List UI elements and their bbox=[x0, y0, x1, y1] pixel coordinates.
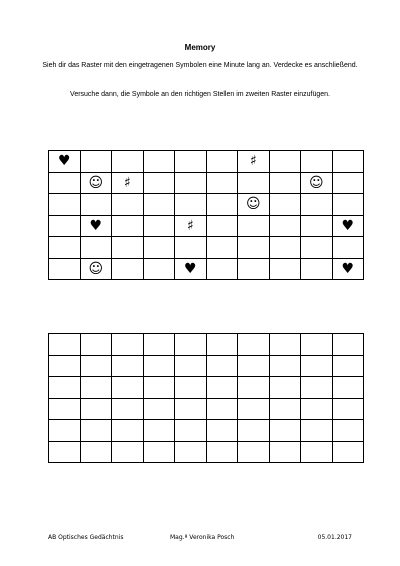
answer-grid-cell[interactable] bbox=[49, 334, 81, 356]
answer-grid-cell[interactable] bbox=[206, 420, 238, 442]
answer-grid-cell[interactable] bbox=[175, 420, 207, 442]
memory-grid-cell: ♥ bbox=[49, 151, 81, 173]
memory-grid-row bbox=[49, 215, 364, 237]
memory-grid-cell bbox=[206, 258, 238, 280]
answer-grid-cell[interactable] bbox=[332, 355, 364, 377]
memory-grid-cell bbox=[112, 258, 144, 280]
answer-grid-row bbox=[49, 420, 364, 442]
answer-grid-cell[interactable] bbox=[175, 355, 207, 377]
memory-grid-cell bbox=[206, 194, 238, 216]
answer-grid-cell[interactable] bbox=[206, 398, 238, 420]
memory-grid-cell bbox=[238, 237, 270, 259]
memory-grid-cell bbox=[49, 258, 81, 280]
answer-grid-row bbox=[49, 398, 364, 420]
memory-grid-cell bbox=[301, 215, 333, 237]
answer-grid-cell[interactable] bbox=[238, 334, 270, 356]
answer-grid-cell[interactable] bbox=[112, 398, 144, 420]
answer-grid-cell[interactable] bbox=[332, 334, 364, 356]
answer-grid-cell[interactable] bbox=[301, 377, 333, 399]
memory-grid-row bbox=[49, 151, 364, 173]
footer-worksheet-title: AB Optisches Gedächtnis bbox=[48, 534, 124, 541]
answer-grid-cell[interactable] bbox=[206, 377, 238, 399]
answer-grid-cell[interactable] bbox=[269, 398, 301, 420]
memory-grid-cell: ♥ bbox=[332, 215, 364, 237]
answer-grid-cell[interactable] bbox=[49, 355, 81, 377]
answer-grid-row bbox=[49, 441, 364, 463]
memory-grid-cell bbox=[332, 172, 364, 194]
memory-grid-cell bbox=[112, 151, 144, 173]
memory-grid-cell: ♥ bbox=[332, 258, 364, 280]
answer-grid-row bbox=[49, 334, 364, 356]
answer-grid-cell[interactable] bbox=[238, 355, 270, 377]
answer-grid-cell[interactable] bbox=[238, 441, 270, 463]
memory-grid-cell bbox=[112, 215, 144, 237]
memory-grid-cell bbox=[49, 194, 81, 216]
answer-grid-cell[interactable] bbox=[269, 377, 301, 399]
answer-grid-cell[interactable] bbox=[206, 334, 238, 356]
memory-grid-cell: ☺ bbox=[238, 194, 270, 216]
answer-grid-cell[interactable] bbox=[112, 334, 144, 356]
answer-grid-cell[interactable] bbox=[112, 441, 144, 463]
answer-grid-cell[interactable] bbox=[301, 420, 333, 442]
answer-grid-cell[interactable] bbox=[112, 377, 144, 399]
answer-grid-cell[interactable] bbox=[143, 355, 175, 377]
memory-grid-cell bbox=[175, 194, 207, 216]
memory-grid-cell bbox=[112, 194, 144, 216]
answer-grid-cell[interactable] bbox=[332, 377, 364, 399]
memory-grid-cell bbox=[206, 151, 238, 173]
answer-grid[interactable] bbox=[48, 333, 364, 463]
memory-grid-cell bbox=[49, 237, 81, 259]
answer-grid-cell[interactable] bbox=[269, 334, 301, 356]
memory-grid-cell: ☺ bbox=[80, 172, 112, 194]
memory-grid-cell: ☺ bbox=[301, 172, 333, 194]
answer-grid-cell[interactable] bbox=[112, 355, 144, 377]
memory-grid-cell bbox=[175, 172, 207, 194]
memory-grid-cell bbox=[301, 237, 333, 259]
page-title: Memory bbox=[184, 43, 216, 52]
answer-grid-cell[interactable] bbox=[49, 398, 81, 420]
answer-grid-cell[interactable] bbox=[301, 398, 333, 420]
answer-grid-cell[interactable] bbox=[332, 441, 364, 463]
answer-grid-cell[interactable] bbox=[143, 441, 175, 463]
answer-grid-cell[interactable] bbox=[143, 420, 175, 442]
memory-grid-cell bbox=[269, 172, 301, 194]
answer-grid-cell[interactable] bbox=[80, 334, 112, 356]
answer-grid-cell[interactable] bbox=[80, 441, 112, 463]
memory-grid-cell bbox=[301, 151, 333, 173]
answer-grid-cell[interactable] bbox=[143, 377, 175, 399]
instruction-line-2: Versuche dann, die Symbole an den richtigen Stellen im zweiten Raster einzufügen. bbox=[70, 91, 330, 98]
memory-grid-cell: ♯ bbox=[112, 172, 144, 194]
memory-grid bbox=[48, 150, 364, 280]
answer-grid-cell[interactable] bbox=[301, 334, 333, 356]
answer-grid-cell[interactable] bbox=[49, 420, 81, 442]
footer-date: 05.01.2017 bbox=[317, 534, 352, 541]
answer-grid-cell[interactable] bbox=[238, 398, 270, 420]
memory-grid-cell bbox=[269, 194, 301, 216]
answer-grid-cell[interactable] bbox=[175, 334, 207, 356]
answer-grid-cell[interactable] bbox=[301, 441, 333, 463]
instruction-line-1: Sieh dir das Raster mit den eingetragenen Symbolen eine Minute lang an. Verdecke es anschließend. bbox=[42, 62, 358, 69]
memory-grid-row bbox=[49, 194, 364, 216]
memory-grid-cell: ♯ bbox=[238, 151, 270, 173]
answer-grid-cell[interactable] bbox=[49, 441, 81, 463]
memory-grid-cell bbox=[301, 258, 333, 280]
memory-grid-cell bbox=[80, 237, 112, 259]
memory-grid-cell bbox=[269, 151, 301, 173]
answer-grid-cell[interactable] bbox=[206, 441, 238, 463]
memory-grid-cell bbox=[175, 151, 207, 173]
answer-grid-cell[interactable] bbox=[269, 355, 301, 377]
memory-grid-cell bbox=[206, 237, 238, 259]
memory-grid-cell bbox=[332, 237, 364, 259]
answer-grid-cell[interactable] bbox=[143, 398, 175, 420]
footer-author: Mag.ª Veronika Posch bbox=[170, 534, 235, 541]
memory-grid-cell bbox=[143, 237, 175, 259]
memory-grid-cell: ☺ bbox=[80, 258, 112, 280]
memory-grid-cell bbox=[143, 258, 175, 280]
answer-grid-cell[interactable] bbox=[238, 377, 270, 399]
memory-grid-cell bbox=[332, 151, 364, 173]
answer-grid-cell[interactable] bbox=[332, 398, 364, 420]
memory-grid-row bbox=[49, 237, 364, 259]
answer-grid-cell[interactable] bbox=[112, 420, 144, 442]
memory-grid-row bbox=[49, 172, 364, 194]
memory-grid-cell: ♥ bbox=[175, 258, 207, 280]
answer-grid-cell[interactable] bbox=[80, 420, 112, 442]
memory-grid-cell bbox=[80, 194, 112, 216]
memory-grid-cell bbox=[49, 215, 81, 237]
answer-grid-cell[interactable] bbox=[175, 441, 207, 463]
memory-grid-cell bbox=[332, 194, 364, 216]
answer-grid-cell[interactable] bbox=[49, 377, 81, 399]
memory-grid-cell bbox=[80, 151, 112, 173]
answer-grid-cell[interactable] bbox=[143, 334, 175, 356]
memory-grid-cell bbox=[49, 172, 81, 194]
answer-grid-cell[interactable] bbox=[175, 377, 207, 399]
memory-grid-cell bbox=[269, 215, 301, 237]
answer-grid-row bbox=[49, 355, 364, 377]
memory-grid-cell: ♯ bbox=[175, 215, 207, 237]
memory-grid-cell bbox=[175, 237, 207, 259]
memory-grid-cell bbox=[238, 215, 270, 237]
memory-grid-cell bbox=[206, 172, 238, 194]
answer-grid-cell[interactable] bbox=[238, 420, 270, 442]
answer-grid-row bbox=[49, 377, 364, 399]
answer-grid-cell[interactable] bbox=[80, 398, 112, 420]
memory-grid-cell bbox=[143, 194, 175, 216]
memory-grid-row bbox=[49, 258, 364, 280]
memory-grid-cell: ♥ bbox=[80, 215, 112, 237]
memory-grid-cell bbox=[301, 194, 333, 216]
memory-grid-cell bbox=[238, 172, 270, 194]
answer-grid-cell[interactable] bbox=[175, 398, 207, 420]
memory-grid-cell bbox=[206, 215, 238, 237]
memory-grid-cell bbox=[143, 172, 175, 194]
answer-grid-cell[interactable] bbox=[206, 355, 238, 377]
answer-grid-cell[interactable] bbox=[80, 377, 112, 399]
answer-grid-cell[interactable] bbox=[269, 441, 301, 463]
answer-grid-cell[interactable] bbox=[301, 355, 333, 377]
memory-grid-cell bbox=[238, 258, 270, 280]
answer-grid-cell[interactable] bbox=[269, 420, 301, 442]
answer-grid-cell[interactable] bbox=[80, 355, 112, 377]
memory-grid-cell bbox=[143, 215, 175, 237]
answer-grid-cell[interactable] bbox=[332, 420, 364, 442]
memory-grid-cell bbox=[112, 237, 144, 259]
memory-grid-cell bbox=[269, 258, 301, 280]
memory-grid-cell bbox=[143, 151, 175, 173]
memory-grid-cell bbox=[269, 237, 301, 259]
